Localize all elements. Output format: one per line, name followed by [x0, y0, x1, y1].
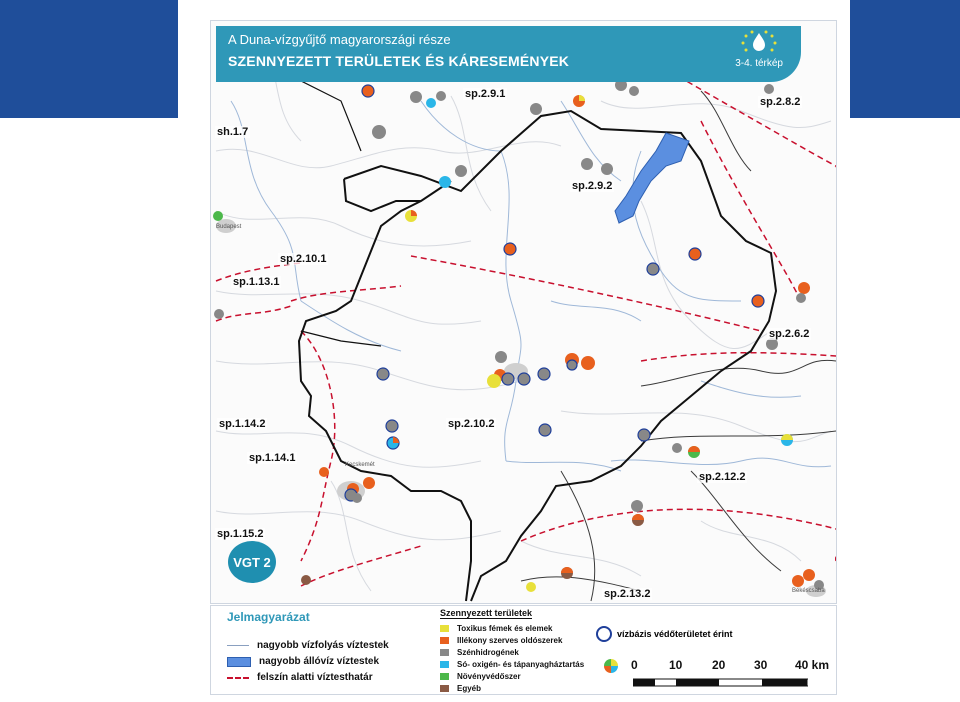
scale-bar [633, 676, 808, 688]
map-label: sp.1.14.1 [249, 452, 296, 464]
map-label: sp.2.12.2 [699, 471, 746, 483]
site-marker [539, 424, 551, 436]
header-band-left [0, 0, 178, 118]
map-label: sp.2.8.2 [760, 96, 801, 108]
legend-category [440, 624, 552, 633]
site-marker [792, 575, 804, 587]
town-label: Kecskemét [345, 462, 375, 468]
legend-category [440, 672, 521, 681]
site-marker [798, 282, 810, 294]
legend-item-rivers [227, 640, 389, 651]
legend-item-label: felszín alatti víztesthatár [257, 672, 373, 683]
river-line-icon [227, 645, 249, 646]
map-label: sp.2.9.2 [572, 180, 613, 192]
map-label: sh.1.7 [217, 126, 249, 138]
hydrocarbon-swatch-icon [440, 649, 449, 656]
map-label: sp.2.10.1 [280, 253, 327, 265]
site-marker [319, 467, 329, 477]
site-marker [631, 500, 643, 512]
legend-category-label: Növényvédőszer [457, 672, 521, 681]
scale-label: 30 [754, 658, 768, 672]
scale-label: 20 [712, 658, 726, 672]
legend-item-label: nagyobb állóvíz víztestek [259, 656, 380, 667]
legend-ring-item [596, 626, 733, 642]
legend-subtitle: Szennyezett területek [440, 608, 533, 618]
site-marker [796, 293, 806, 303]
site-marker [518, 373, 530, 385]
legend-category [440, 684, 481, 693]
site-marker [372, 125, 386, 139]
site-marker [601, 163, 613, 175]
vgt-badge: VGT 2 [228, 541, 276, 583]
site-marker [436, 91, 446, 101]
map-number: 3-4. térkép [735, 58, 783, 69]
map-label: sp.2.6.2 [769, 328, 810, 340]
map-title-bar [216, 26, 801, 82]
pie-sample-icon [603, 658, 619, 674]
map-title-line1: A Duna-vízgyűjtő magyarországi része [228, 32, 451, 47]
legend-category-label: Só- oxigén- és tápanyagháztartás [457, 660, 585, 669]
legend-category [440, 636, 562, 645]
protection-ring-icon [596, 626, 612, 642]
site-marker [752, 295, 764, 307]
scale-label: 40 km [795, 658, 830, 672]
site-marker [581, 158, 593, 170]
site-marker [629, 86, 639, 96]
site-marker [213, 211, 223, 221]
site-marker [487, 374, 501, 388]
site-marker [672, 443, 682, 453]
site-marker [567, 360, 577, 370]
site-marker [426, 98, 436, 108]
site-marker [352, 493, 362, 503]
site-marker [526, 582, 536, 592]
map-frame [210, 20, 837, 604]
town-label: Békéscsaba [792, 588, 825, 594]
site-marker [214, 309, 224, 319]
legend [210, 605, 837, 695]
toxic-swatch-icon [440, 625, 449, 632]
site-marker [301, 575, 311, 585]
legend-category [440, 660, 584, 669]
site-marker [362, 85, 374, 97]
stars-icon [739, 30, 779, 56]
header-band-right [850, 0, 960, 118]
site-marker [363, 477, 375, 489]
pesticide-swatch-icon [440, 673, 449, 680]
legend-item-groundwater [227, 672, 373, 683]
legend-category [440, 648, 519, 657]
salt-swatch-icon [440, 661, 449, 668]
scale-label: 10 [669, 658, 683, 672]
town-label: Budapest [216, 224, 242, 230]
groundwater-boundary-icon [227, 677, 249, 679]
site-marker [502, 373, 514, 385]
site-marker [647, 263, 659, 275]
other-swatch-icon [440, 685, 449, 692]
site-marker [377, 368, 389, 380]
site-marker [764, 84, 774, 94]
map-label: sp.2.10.2 [448, 418, 495, 430]
legend-category-label: Szénhidrogének [457, 648, 519, 657]
site-marker [455, 165, 467, 177]
site-marker [689, 248, 701, 260]
site-marker [439, 176, 451, 188]
solvent-swatch-icon [440, 637, 449, 644]
site-marker [581, 356, 595, 370]
site-marker [803, 569, 815, 581]
map-label: sp.1.15.2 [217, 528, 264, 540]
site-marker [504, 243, 516, 255]
legend-category-label: Illékony szerves oldószerek [457, 636, 563, 645]
site-marker [538, 368, 550, 380]
legend-item-lakes [227, 656, 379, 667]
map-label: sp.1.14.2 [219, 418, 266, 430]
legend-item-label: nagyobb vízfolyás víztestek [257, 640, 389, 651]
legend-category-label: Egyéb [457, 684, 482, 693]
map-label: sp.2.9.1 [465, 88, 506, 100]
site-marker [386, 420, 398, 432]
map-label: sp.1.13.1 [233, 276, 280, 288]
map-canvas [211, 21, 836, 603]
lake-swatch-icon [227, 657, 251, 667]
legend-ring-label: vízbázis védőterületet érint [617, 629, 733, 639]
site-marker [530, 103, 542, 115]
map-title-line2: SZENNYEZETT TERÜLETEK ÉS KÁRESEMÉNYEK [228, 53, 570, 69]
legend-title: Jelmagyarázat [227, 610, 310, 624]
legend-category-label: Toxikus fémek és elemek [457, 624, 553, 633]
site-marker [638, 429, 650, 441]
site-marker [495, 351, 507, 363]
scale-label: 0 [631, 658, 638, 672]
map-label: sp.2.13.2 [604, 588, 651, 600]
site-marker [410, 91, 422, 103]
